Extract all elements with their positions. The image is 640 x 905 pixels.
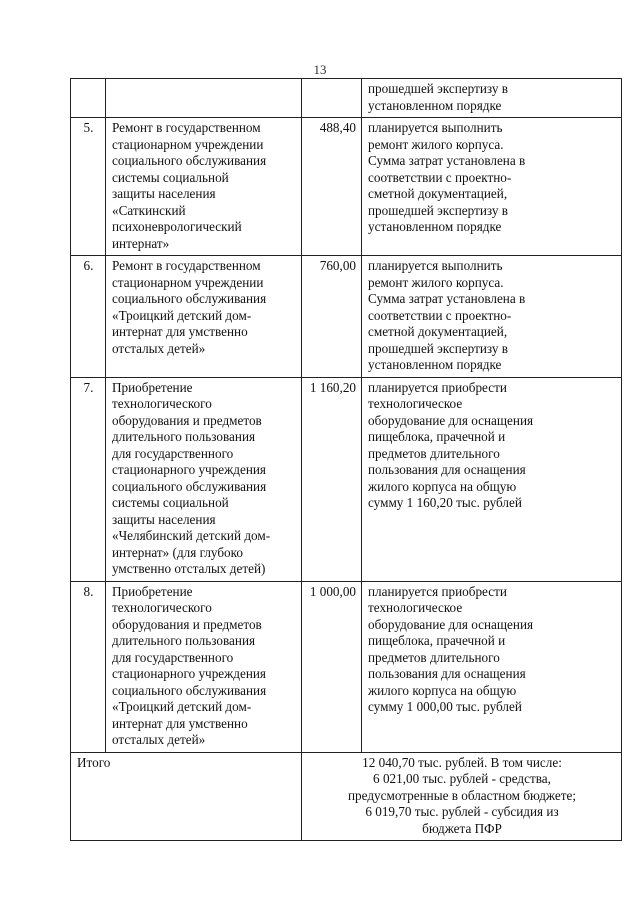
- text-line: длительного пользования: [112, 429, 256, 444]
- table-row-continuation: [71, 79, 622, 118]
- text-line: планируется выполнить: [368, 258, 503, 273]
- text-line: для государственного: [112, 445, 234, 461]
- text-line: оборудование для оснащения: [368, 616, 534, 632]
- note-cell: [362, 118, 622, 256]
- item-name-cell: [106, 79, 302, 118]
- amount-cell: 488,40: [302, 118, 362, 256]
- text-line: Приобретение: [112, 379, 193, 395]
- text-line: интернат»: [112, 235, 170, 251]
- text-line: отсталых детей»: [112, 340, 206, 356]
- amount-cell: 760,00: [302, 256, 362, 378]
- text-line: умственно отсталых детей): [112, 561, 266, 576]
- table-row: [71, 377, 622, 581]
- table-row-total: [71, 752, 622, 841]
- item-name-cell: [106, 256, 302, 378]
- text-line: пищеблока, прачечной и: [368, 429, 506, 444]
- amount-cell: 1 000,00: [302, 581, 362, 752]
- note-cell: [362, 377, 622, 581]
- text-line: сметной документацией,: [368, 324, 508, 339]
- text-line: стационарного учреждения: [112, 462, 266, 477]
- text-line: длительного пользования: [112, 633, 256, 648]
- note-cell: [362, 256, 622, 378]
- note-cell: [362, 79, 622, 118]
- text-line: Сумма затрат установлена в: [368, 291, 526, 306]
- total-text-cell: [302, 752, 622, 841]
- text-line: ремонт жилого корпуса.: [368, 274, 504, 290]
- row-number-cell: 6.: [71, 256, 106, 378]
- text-line: сметной документацией,: [368, 186, 508, 201]
- text-line: психоневрологический: [112, 219, 242, 234]
- text-line: пользования для оснащения: [368, 666, 526, 681]
- text-line: системы социальной: [112, 169, 229, 185]
- text-line: планируется приобрести: [368, 583, 507, 599]
- text-line: социального обслуживания: [112, 478, 267, 494]
- text-line: установленном порядке: [368, 357, 502, 372]
- text-line: предметов длительного: [368, 445, 500, 461]
- text-line: соответствии с проектно-: [368, 169, 512, 185]
- note-cell: [362, 581, 622, 752]
- text-line: интернат для умственно: [112, 715, 248, 731]
- text-line: ремонт жилого корпуса.: [368, 136, 504, 152]
- text-line: технологическое: [368, 396, 463, 411]
- amount-cell: [302, 79, 362, 118]
- text-line: социального обслуживания: [112, 153, 267, 168]
- text-line: оборудования и предметов: [112, 412, 262, 428]
- text-line: для государственного: [112, 649, 234, 665]
- text-line: защиты населения: [112, 511, 216, 527]
- text-line: «Челябинский детский дом-: [112, 528, 271, 543]
- text-line: планируется выполнить: [368, 120, 503, 135]
- text-line: жилого корпуса на общую: [368, 682, 517, 698]
- text-line: Сумма затрат установлена в: [368, 153, 526, 168]
- text-line: технологического: [112, 600, 212, 615]
- text-line: социального обслуживания: [112, 291, 267, 306]
- item-name-cell: [106, 377, 302, 581]
- table-row: [71, 118, 622, 256]
- text-line: прошедшей экспертизу в: [368, 202, 508, 218]
- text-line: стационарном учреждении: [112, 274, 264, 290]
- text-line: 12 040,70 тыс. рублей. В том числе:: [362, 754, 562, 770]
- table-row: [71, 581, 622, 752]
- text-line: оборудования и предметов: [112, 616, 262, 632]
- row-number-cell: 5.: [71, 118, 106, 256]
- text-line: пищеблока, прачечной и: [368, 633, 506, 648]
- text-line: оборудование для оснащения: [368, 412, 534, 428]
- text-line: «Троицкий детский дом-: [112, 307, 252, 323]
- text-line: «Саткинский: [112, 202, 186, 218]
- text-line: «Троицкий детский дом-: [112, 699, 252, 714]
- funding-table: [70, 78, 622, 841]
- text-line: соответствии с проектно-: [368, 307, 512, 323]
- text-line: технологическое: [368, 600, 463, 615]
- text-line: сумму 1 160,20 тыс. рублей: [368, 495, 522, 510]
- text-line: предусмотренные в областном бюджете;: [347, 787, 576, 803]
- text-line: Ремонт в государственном: [112, 258, 261, 273]
- text-line: сумму 1 000,00 тыс. рублей: [368, 699, 522, 714]
- text-line: установленном порядке: [368, 97, 502, 113]
- text-line: предметов длительного: [368, 649, 500, 665]
- row-number-cell: 8.: [71, 581, 106, 752]
- item-name-cell: [106, 118, 302, 256]
- page-number: 13: [313, 62, 327, 77]
- text-line: жилого корпуса на общую: [368, 478, 517, 494]
- text-line: защиты населения: [112, 186, 216, 201]
- item-name-cell: [106, 581, 302, 752]
- text-line: прошедшей экспертизу в: [368, 81, 508, 96]
- text-line: системы социальной: [112, 495, 229, 510]
- row-number-cell: 7.: [71, 377, 106, 581]
- text-line: 6 021,00 тыс. рублей - средства,: [373, 771, 551, 786]
- text-line: технологического: [112, 396, 212, 411]
- text-line: Приобретение: [112, 583, 193, 599]
- text-line: интернат для умственно: [112, 324, 248, 339]
- row-number-cell: [71, 79, 106, 118]
- text-line: интернат» (для глубоко: [112, 544, 243, 560]
- table-row: [71, 256, 622, 378]
- amount-cell: 1 160,20: [302, 377, 362, 581]
- text-line: бюджета ПФР: [422, 820, 502, 836]
- text-line: Ремонт в государственном: [112, 120, 261, 135]
- text-line: отсталых детей»: [112, 732, 206, 747]
- text-line: стационарного учреждения: [112, 666, 266, 681]
- text-line: стационарном учреждении: [112, 136, 264, 152]
- text-line: установленном порядке: [368, 219, 502, 234]
- text-line: социального обслуживания: [112, 682, 267, 698]
- text-line: прошедшей экспертизу в: [368, 340, 508, 356]
- text-line: планируется приобрести: [368, 379, 507, 395]
- text-line: пользования для оснащения: [368, 462, 526, 477]
- total-label-cell: Итого: [71, 752, 302, 841]
- text-line: 6 019,70 тыс. рублей - субсидия из: [365, 804, 559, 819]
